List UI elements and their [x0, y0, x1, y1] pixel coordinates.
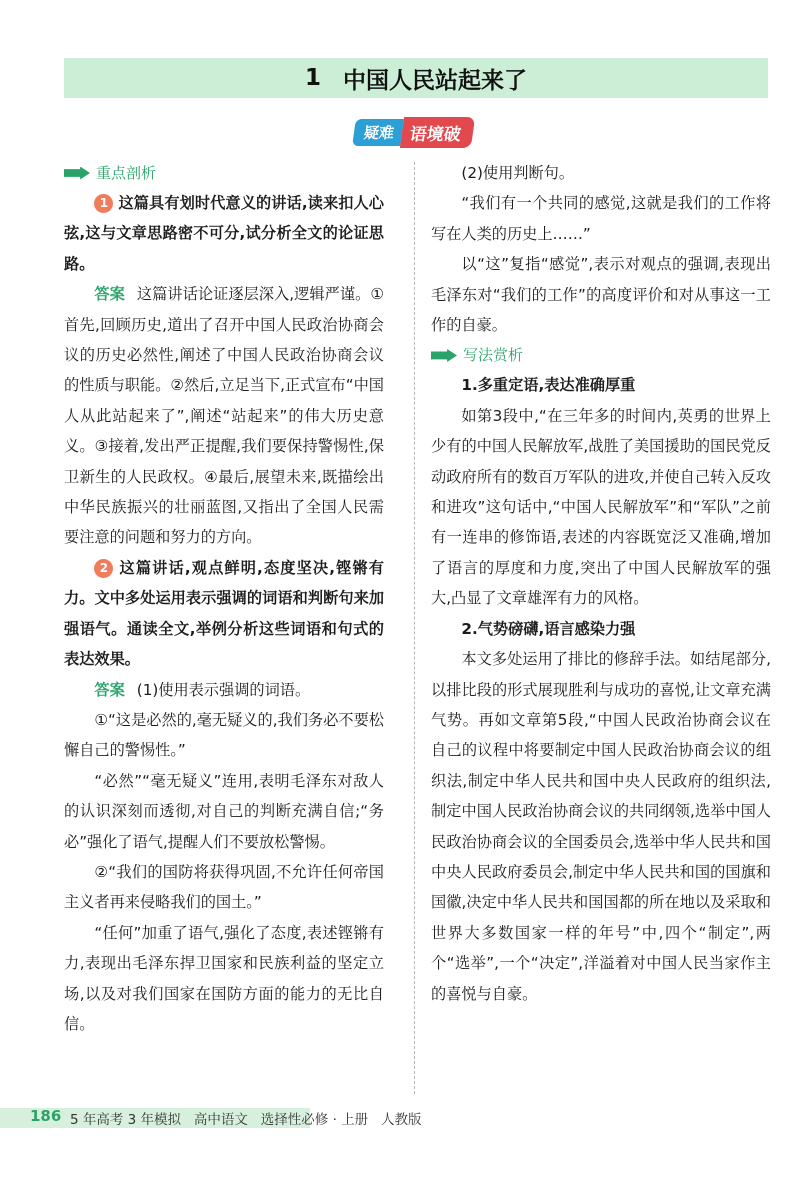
answer-2-first: (1)使用表示强调的词语。	[136, 680, 311, 699]
paragraph: “我们有一个共同的感觉,这就是我们的工作将写在人类的历史上……”	[431, 194, 771, 243]
subheading-1: 1.多重定语,表达准确厚重	[461, 376, 636, 395]
paragraph: 以“这”复指“感觉”,表示对观点的强调,表现出毛泽东对“我们的工作”的高度评价和对从事这一工作的自豪。	[431, 255, 771, 335]
paragraph: 如第3段中,“在三年多的时间内,英勇的世界上少有的中国人民解放军,战胜了美国援助的国民党反动政府所有的数百万军队的进攻,并使自己转入反攻和进攻”这句话中,“中国人民解放军”和“军队”之前有一连串的修饰语,表述的内容既宽泛又准确,增加了语言的厚度和力度,突出了中国人民解放军的强大,凸显了文章雄浑有力的风格。	[431, 406, 771, 608]
question-1-text: 这篇具有划时代意义的讲话,读来扣人心弦,这与文章思路密不可分,试分析全文的论证思路。	[64, 194, 384, 273]
section-heading-label: 重点剖析	[96, 163, 157, 182]
question-1	[64, 188, 384, 279]
paragraph: (2)使用判断句。	[461, 164, 575, 182]
arrow-icon	[431, 349, 457, 362]
paragraph: 本文多处运用了排比的修辞手法。如结尾部分,以排比段的形式展现胜利与成功的喜悦,让文章充满气势。再如文章第5段,“中国人民政治协商会议在自己的议程中将要制定中国人民政治协商会议的组织法,制定中华人民共和国中央人民政府的组织法,制定中国人民政治协商会议的共同纲领,选举中国人民政治协商会议的全国委员会,选举中华人民共和国中央人民政府委员会,制定中华人民共和国的国旗和国徽,决定中华人民共和国国都的所在地以及采取和世界大多数国家一样的年号”中,四个“制定”,两个“选举”,一个“决定”,洋溢着对中国人民当家作主的喜悦与自豪。	[431, 650, 771, 1003]
answer-1	[64, 279, 384, 553]
lesson-title: 中国人民站起来了	[343, 67, 527, 94]
question-2-text: 这篇讲话,观点鲜明,态度坚决,铿锵有力。文中多处运用表示强调的词语和判断句来加强语气。通读全文,举例分析这些词语和句式的表达效果。	[64, 558, 384, 669]
page-number: 186	[30, 1107, 62, 1125]
answer-1-text: 这篇讲话论证逐层深入,逻辑严谨。①首先,回顾历史,道出了召开中国人民政治协商会议的历史必然性,阐述了中国人民政治协商会议的性质与职能。②然后,立足当下,正式宣布“中国人从此站起来了”,阐述“站起来”的伟大历史意义。③接着,发出严正提醒,我们要保持警惕性,保卫新生的人民政权。④最后,展望未来,既描绘出中华民族振兴的壮丽蓝图,又指出了全国人民需要注意的问题和努力的方向。	[64, 285, 384, 547]
question-2	[64, 553, 384, 675]
answer-2-paragraph: ②“我们的国防将获得巩固,不允许任何帝国主义者再来侵略我们的国土。”	[64, 862, 384, 912]
section-heading-writing	[431, 340, 771, 370]
section-badge	[354, 118, 473, 146]
arrow-icon	[64, 167, 90, 180]
badge-part1: 疑难	[352, 119, 404, 146]
answer-2-paragraph: “任何”加重了语气,强化了态度,表述铿锵有力,表现出毛泽东捍卫国家和民族利益的坚定立场,以及对我们国家在国防方面的能力的无比自信。	[64, 923, 384, 1033]
answer-label: 答案	[94, 285, 125, 304]
lesson-title-bar	[64, 58, 768, 98]
answer-2-paragraph: ①“这是必然的,毫无疑义的,我们务必不要松懈自己的警惕性。”	[64, 710, 384, 760]
badge-part2: 语境破	[400, 117, 475, 148]
answer-2-paragraph: “必然”“毫无疑义”连用,表明毛泽东对敌人的认识深刻而透彻,对自己的判断充满自信;“务必”强化了语气,提醒人们不要放松警惕。	[64, 771, 384, 851]
column-divider	[414, 162, 415, 1094]
section-heading-label: 写法赏析	[463, 346, 524, 365]
answer-2	[64, 675, 384, 705]
left-column	[64, 158, 384, 1039]
lesson-number: 1	[304, 65, 321, 91]
answer-label: 答案	[94, 680, 125, 699]
question-number-icon: 2	[94, 559, 113, 578]
subheading-2: 2.气势磅礴,语言感染力强	[461, 619, 636, 638]
footer-book-info: 5 年高考 3 年模拟 高中语文 选择性必修 · 上册 人教版	[70, 1112, 422, 1128]
section-heading-analysis	[64, 158, 384, 188]
question-number-icon: 1	[94, 194, 113, 213]
right-column	[431, 158, 771, 1009]
